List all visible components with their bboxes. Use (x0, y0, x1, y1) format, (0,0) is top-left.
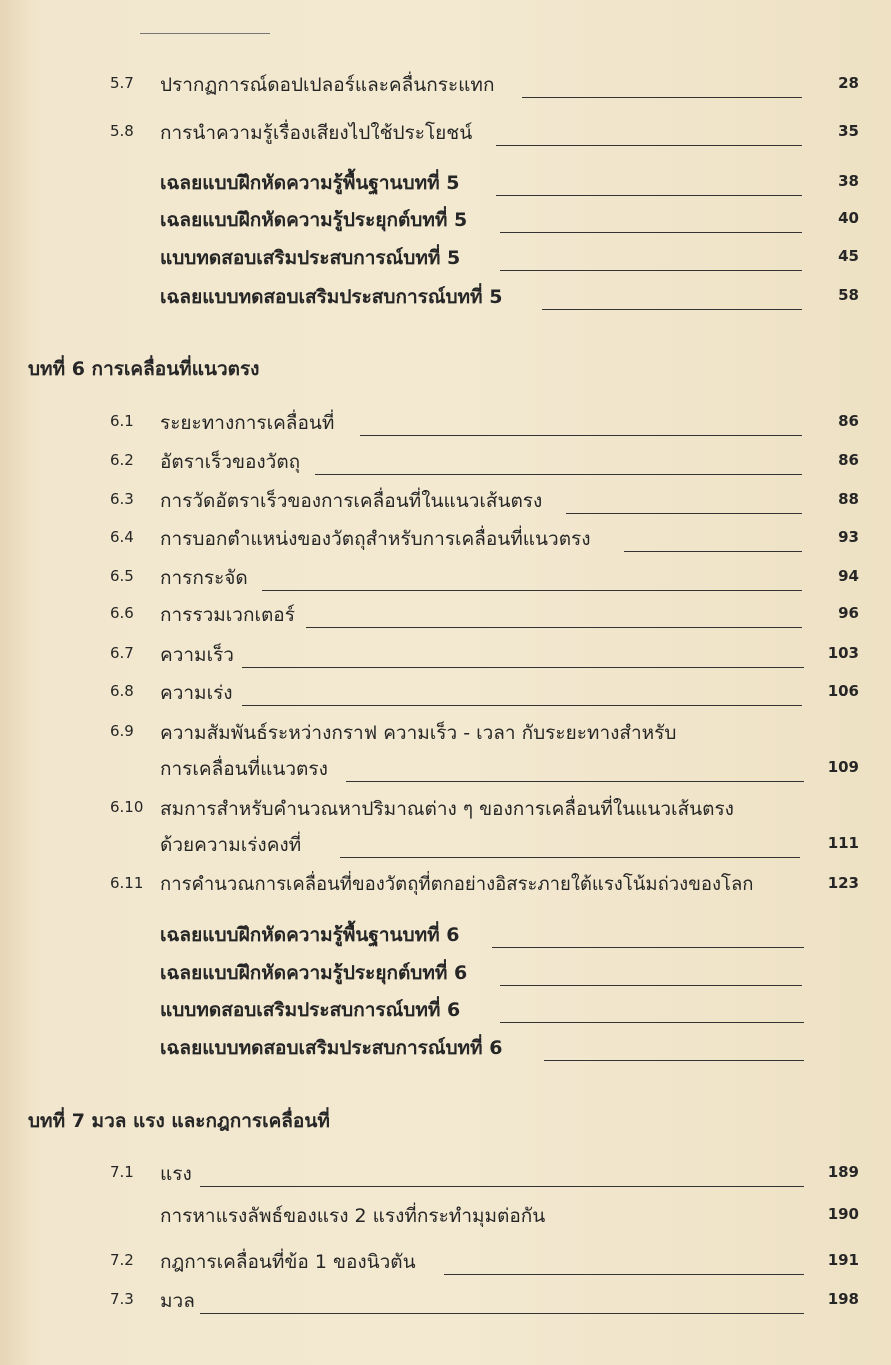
section-title: สมการสำหรับคำนวณหาปริมาณต่าง ๆ ของการเคลื่อนที่ในแนวเส้นตรง (160, 798, 734, 820)
toc-entry[interactable] (0, 406, 891, 442)
toc-entry[interactable] (0, 1157, 891, 1193)
section-number: 6.11 (110, 874, 144, 892)
section-title: ความสัมพันธ์ระหว่างกราฟ ความเร็ว - เวลา กับระยะทางสำหรับ (160, 722, 677, 744)
chapter-title: บทที่ 7 มวล แรง และกฎการเคลื่อนที่ (28, 1110, 330, 1132)
toc-entry-continued[interactable] (0, 828, 891, 864)
section-title: แรง (160, 1163, 192, 1185)
toc-entry[interactable] (0, 280, 891, 316)
leader-line (262, 590, 802, 591)
page-number: 45 (838, 247, 859, 265)
page-number: 109 (827, 758, 859, 776)
toc-entry[interactable] (0, 918, 891, 954)
page-number: 103 (827, 644, 859, 662)
toc-entry[interactable] (0, 561, 891, 597)
section-title: เฉลยแบบทดสอบเสริมประสบการณ์บทที่ 6 (160, 1037, 503, 1059)
leader-line (500, 1022, 804, 1023)
section-title-continued: ด้วยความเร่งคงที่ (160, 834, 302, 856)
section-title: ความเร่ง (160, 682, 233, 704)
toc-entry[interactable] (0, 792, 891, 828)
section-title: ความเร็ว (160, 644, 234, 666)
leader-line (346, 781, 804, 782)
section-number: 6.2 (110, 451, 134, 469)
leader-line (492, 947, 804, 948)
toc-entry[interactable] (0, 1031, 891, 1067)
section-number: 7.1 (110, 1163, 134, 1181)
section-title-continued: การเคลื่อนที่แนวตรง (160, 758, 328, 780)
top-rule (140, 33, 270, 34)
section-title: ระยะทางการเคลื่อนที่ (160, 412, 335, 434)
page-number: 94 (838, 567, 859, 585)
page-number: 123 (827, 874, 859, 892)
leader-line (200, 1313, 804, 1314)
toc-entry[interactable] (0, 1245, 891, 1281)
leader-line (340, 857, 800, 858)
page-number: 93 (838, 528, 859, 546)
page-number: 38 (838, 172, 859, 190)
section-title: ปรากฏการณ์ดอปเปลอร์และคลื่นกระแทก (160, 74, 495, 96)
section-number: 6.9 (110, 722, 134, 740)
section-number: 6.10 (110, 798, 144, 816)
section-number: 6.7 (110, 644, 134, 662)
section-number: 5.7 (110, 74, 134, 92)
section-title: มวล (160, 1290, 195, 1312)
section-title: เฉลยแบบฝึกหัดความรู้ประยุกต์บทที่ 6 (160, 962, 468, 984)
page-number: 40 (838, 209, 859, 227)
toc-entry[interactable] (0, 445, 891, 481)
leader-line (444, 1274, 804, 1275)
section-number: 6.3 (110, 490, 134, 508)
leader-line (360, 435, 802, 436)
toc-entry[interactable] (0, 241, 891, 277)
page-number: 191 (827, 1251, 859, 1269)
page-number: 111 (827, 834, 859, 852)
page-number: 96 (838, 604, 859, 622)
section-title: การรวมเวกเตอร์ (160, 604, 295, 626)
toc-entry[interactable] (0, 116, 891, 152)
toc-entry[interactable] (0, 598, 891, 634)
section-title: การหาแรงลัพธ์ของแรง 2 แรงที่กระทำมุมต่อกัน (160, 1205, 546, 1227)
section-title: การนำความรู้เรื่องเสียงไปใช้ประโยชน์ (160, 122, 473, 144)
section-title: แบบทดสอบเสริมประสบการณ์บทที่ 5 (160, 247, 461, 269)
page-number: 88 (838, 490, 859, 508)
section-title: เฉลยแบบฝึกหัดความรู้พื้นฐานบทที่ 5 (160, 172, 460, 194)
chapter-heading[interactable] (0, 352, 891, 388)
leader-line (306, 627, 802, 628)
leader-line (624, 551, 802, 552)
toc-entry[interactable] (0, 993, 891, 1029)
page-number: 189 (827, 1163, 859, 1181)
page-number: 190 (827, 1205, 859, 1223)
page-number: 28 (838, 74, 859, 92)
leader-line (542, 309, 802, 310)
page-number: 86 (838, 412, 859, 430)
chapter-heading[interactable] (0, 1104, 891, 1140)
page-number: 35 (838, 122, 859, 140)
section-title: เฉลยแบบฝึกหัดความรู้พื้นฐานบทที่ 6 (160, 924, 460, 946)
toc-entry[interactable] (0, 638, 891, 674)
section-number: 7.3 (110, 1290, 134, 1308)
leader-line (522, 97, 802, 98)
section-number: 6.5 (110, 567, 134, 585)
section-title: เฉลยแบบทดสอบเสริมประสบการณ์บทที่ 5 (160, 286, 503, 308)
section-title: การกระจัด (160, 567, 248, 589)
toc-entry[interactable] (0, 956, 891, 992)
leader-line (496, 145, 802, 146)
leader-line (544, 1060, 804, 1061)
section-number: 6.4 (110, 528, 134, 546)
section-title: แบบทดสอบเสริมประสบการณ์บทที่ 6 (160, 999, 461, 1021)
section-number: 7.2 (110, 1251, 134, 1269)
leader-line (500, 985, 802, 986)
page-number: 198 (827, 1290, 859, 1308)
toc-entry[interactable] (0, 676, 891, 712)
leader-line (315, 474, 802, 475)
leader-line (200, 1186, 804, 1187)
leader-line (496, 195, 802, 196)
section-number: 6.6 (110, 604, 134, 622)
toc-entry[interactable] (0, 1284, 891, 1320)
leader-line (242, 705, 802, 706)
toc-entry-continued[interactable] (0, 752, 891, 788)
page-number: 106 (827, 682, 859, 700)
section-number: 5.8 (110, 122, 134, 140)
section-title: อัตราเร็วของวัตถุ (160, 451, 301, 473)
section-title: การคำนวณการเคลื่อนที่ของวัตถุที่ตกอย่างอิสระภายใต้แรงโน้มถ่วงของโลก (160, 874, 754, 895)
toc-entry[interactable] (0, 203, 891, 239)
section-title: การวัดอัตราเร็วของการเคลื่อนที่ในแนวเส้นตรง (160, 490, 543, 512)
page-number: 86 (838, 451, 859, 469)
toc-entry[interactable] (0, 1199, 891, 1235)
leader-line (500, 232, 802, 233)
toc-entry[interactable] (0, 716, 891, 752)
section-number: 6.8 (110, 682, 134, 700)
leader-line (566, 513, 802, 514)
toc-entry[interactable] (0, 68, 891, 104)
chapter-title: บทที่ 6 การเคลื่อนที่แนวตรง (28, 358, 260, 380)
page-number: 58 (838, 286, 859, 304)
section-number: 6.1 (110, 412, 134, 430)
toc-entry[interactable] (0, 868, 891, 904)
section-title: เฉลยแบบฝึกหัดความรู้ประยุกต์บทที่ 5 (160, 209, 468, 231)
section-title: กฎการเคลื่อนที่ข้อ 1 ของนิวตัน (160, 1251, 416, 1273)
leader-line (242, 667, 804, 668)
leader-line (500, 270, 802, 271)
toc-entry[interactable] (0, 166, 891, 202)
toc-entry[interactable] (0, 484, 891, 520)
section-title: การบอกตำแหน่งของวัตถุสำหรับการเคลื่อนที่แนวตรง (160, 528, 591, 550)
toc-entry[interactable] (0, 522, 891, 558)
